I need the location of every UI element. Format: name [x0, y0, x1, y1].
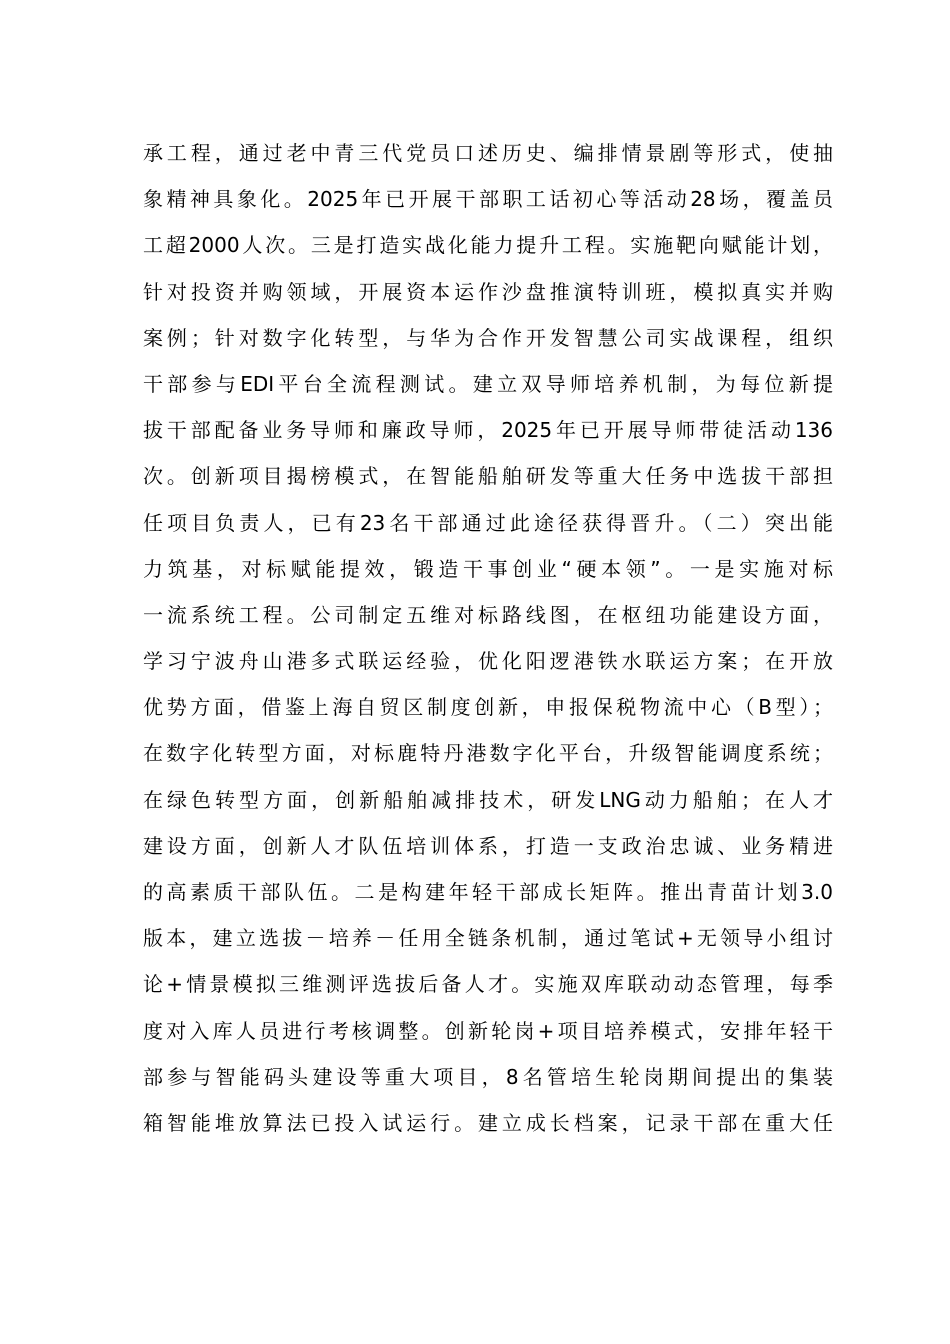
text-line: 次。创新项目揭榜模式，在智能船舶研发等重大任务中选拔干部担 — [143, 464, 833, 489]
text-line: 箱智能堆放算法已投入试运行。建立成长档案，记录干部在重大任 — [143, 1110, 833, 1135]
text-line: 论+情景模拟三维测评选拔后备人才。实施双库联动动态管理，每季 — [143, 972, 833, 997]
text-line: 建设方面，创新人才队伍培训体系，打造一支政治忠诚、业务精进 — [143, 833, 833, 858]
text-line: 部参与智能码头建设等重大项目，8名管培生轮岗期间提出的集装 — [143, 1064, 833, 1089]
text-line: 优势方面，借鉴上海自贸区制度创新，申报保税物流中心（B型）； — [143, 695, 833, 720]
text-line: 任项目负责人，已有23名干部通过此途径获得晋升。（二）突出能 — [143, 510, 833, 535]
text-line: 工超2000人次。三是打造实战化能力提升工程。实施靶向赋能计划， — [143, 233, 833, 258]
text-line: 针对投资并购领域，开展资本运作沙盘推演特训班，模拟真实并购 — [143, 279, 833, 304]
text-line: 在数字化转型方面，对标鹿特丹港数字化平台，升级智能调度系统； — [143, 741, 833, 766]
text-line: 干部参与EDI平台全流程测试。建立双导师培养机制，为每位新提 — [143, 371, 833, 396]
body-text — [143, 130, 833, 1146]
text-line: 承工程，通过老中青三代党员口述历史、编排情景剧等形式，使抽 — [143, 141, 833, 165]
text-line: 力筑基，对标赋能提效，锻造干事创业“硬本领”。一是实施对标 — [143, 556, 833, 581]
text-line: 拔干部配备业务导师和廉政导师，2025年已开展导师带徒活动136 — [143, 418, 833, 443]
text-line: 象精神具象化。2025年已开展干部职工话初心等活动28场，覆盖员 — [143, 187, 833, 212]
text-line: 案例；针对数字化转型，与华为合作开发智慧公司实战课程，组织 — [143, 325, 833, 350]
text-line: 的高素质干部队伍。二是构建年轻干部成长矩阵。推出青苗计划3.0 — [143, 880, 833, 904]
text-line: 学习宁波舟山港多式联运经验，优化阳逻港铁水联运方案；在开放 — [143, 649, 833, 674]
text-line: 度对入库人员进行考核调整。创新轮岗+项目培养模式，安排年轻干 — [143, 1018, 833, 1043]
text-line: 在绿色转型方面，创新船舶减排技术，研发LNG动力船舶；在人才 — [143, 787, 833, 812]
text-line: 一流系统工程。公司制定五维对标路线图，在枢纽功能建设方面， — [143, 602, 833, 627]
text-line: 版本，建立选拔－培养－任用全链条机制，通过笔试+无领导小组讨 — [143, 926, 833, 951]
